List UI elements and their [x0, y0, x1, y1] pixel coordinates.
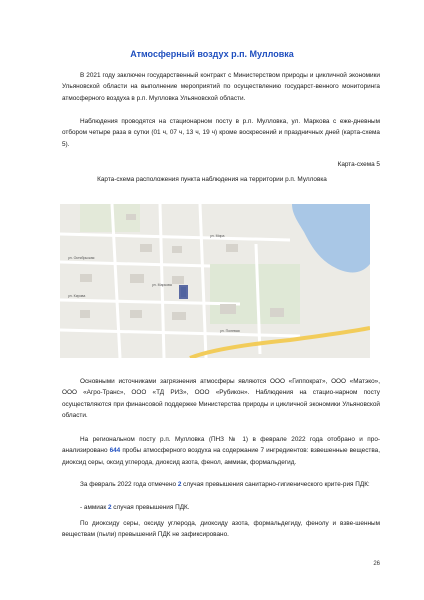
samples-text-before: На региональном посту р.п. Мулловка (ПНЗ № 1) в феврале 2022 года отобрано и про-анализировано [62, 436, 380, 455]
map-label: Карта-схема 5 [337, 161, 380, 168]
location-map [60, 204, 370, 358]
bullet-ammonia [62, 502, 380, 513]
ammonia-text-before: - аммиак [80, 504, 108, 511]
street-label: ул. Мира [210, 234, 225, 238]
paragraph-exceedances [62, 479, 380, 490]
exceedances-text-before: За февраль 2022 года отмечено [80, 481, 178, 488]
street-label: ул. Кирова [68, 294, 86, 298]
paragraph-observations: Наблюдения проводятся на стационарном посту в р.п. Мулловка, ул. Маркова с еже-дневным отбором четыре раза в сутки (01 ч, 07 ч, 13 ч, 19 ч) кроме воскресений и праздничных дней (карта-схема 5). [62, 118, 380, 148]
street-label: ул. Маркова [152, 283, 172, 287]
paragraph-contract: В 2021 году заключен государственный контракт с Министерством природы и цикличной экономики Ульяновской области на выполнение мероприятий по осуществлению государст-венного мониторинга атмосферного воздуха в р.п. Мулловка Ульяновской области. [62, 72, 380, 102]
ammonia-count: 2 [107, 504, 112, 511]
paragraph-no-exceedances: По диоксиду серы, оксиду углерода, диоксиду азота, формальдегиду, фенолу и взве-шенным веществам (пыли) превышений ПДК не зафиксировано. [62, 520, 380, 539]
samples-count: 644 [109, 447, 121, 455]
map-caption: Карта-схема расположения пункта наблюдения на территории р.п. Мулловка [97, 176, 327, 183]
map-green-area [210, 264, 300, 324]
page-title: Атмосферный воздух р.п. Мулловка [130, 49, 294, 59]
paragraph-pollution-sources [62, 376, 380, 422]
map-graphic [60, 204, 370, 358]
ammonia-text-after: случая превышения ПДК. [111, 504, 190, 511]
street-label: ул. Октябрьская [68, 256, 95, 260]
observation-post-marker-inner [181, 287, 186, 297]
exceedances-count: 2 [177, 481, 182, 488]
pollution-sources-text: Основными источниками загрязнения атмосферы являются ООО «Гиппократ», ООО «Матэко», ООО «Агро-Транс», ООО «ТД РИЗ», ООО «Рубикон». Наблюдения на стацио-нарном посту осуществляются при финансовой поддержке Министерства природы и цикличной экономики Ульяновской области. [62, 378, 380, 420]
street-label: ул. Полевая [220, 329, 240, 333]
page-number: 26 [373, 561, 380, 567]
samples-text-after: пробы атмосферного воздуха на содержание 7 ингредиентов: взвешенные вещества, диоксид серы, оксид углерода, диоксид азота, фенол, аммиак, формальдегид. [62, 447, 380, 466]
exceedances-text-after: случая превышения санитарно-гигиенического крите-рия ПДК: [181, 481, 370, 488]
paragraph-samples [62, 434, 380, 468]
